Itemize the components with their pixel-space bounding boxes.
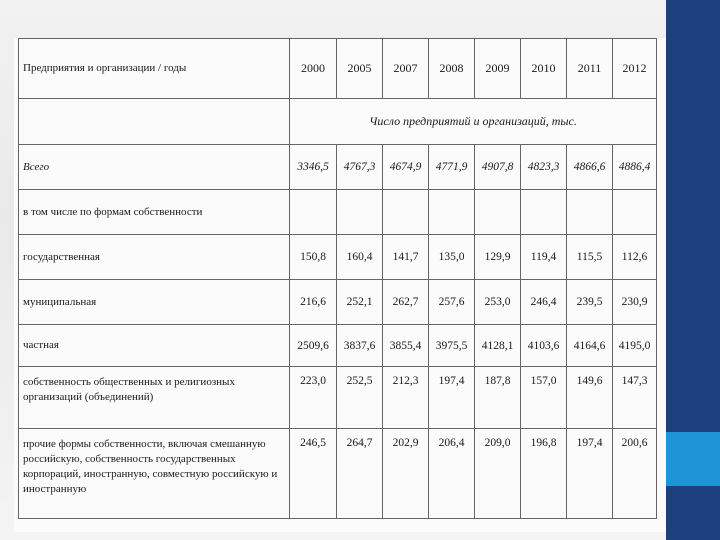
table-row (19, 280, 657, 325)
empty-cell (290, 190, 337, 235)
table-cell: 3346,5 (290, 145, 337, 190)
table-cell: 212,3 (383, 367, 429, 429)
table-cell: 4767,3 (337, 145, 383, 190)
table-cell: 4103,6 (521, 325, 567, 367)
table-cell: 2509,6 (290, 325, 337, 367)
table-cell: 257,6 (429, 280, 475, 325)
table-cell: 187,8 (475, 367, 521, 429)
row-label: частная (19, 325, 290, 367)
table-cell: 4164,6 (567, 325, 613, 367)
table-cell: 147,3 (613, 367, 657, 429)
header-label: Предприятия и организации / годы (19, 39, 290, 99)
empty-cell (337, 190, 383, 235)
table-cell: 4674,9 (383, 145, 429, 190)
table-row-total (19, 145, 657, 190)
row-label: в том числе по формам собственности (19, 190, 290, 235)
table-cell: 200,6 (613, 429, 657, 519)
row-label: государственная (19, 235, 290, 280)
table-cell: 196,8 (521, 429, 567, 519)
scanned-table-image (14, 38, 666, 532)
table-cell: 3975,5 (429, 325, 475, 367)
year-header: 2011 (567, 39, 613, 99)
year-header: 2000 (290, 39, 337, 99)
table-cell: 230,9 (613, 280, 657, 325)
empty-cell (475, 190, 521, 235)
table-cell: 223,0 (290, 367, 337, 429)
empty-cell (383, 190, 429, 235)
empty-cell (429, 190, 475, 235)
enterprises-table (18, 38, 657, 519)
table-cell: 197,4 (429, 367, 475, 429)
row-label: собственность общественных и религиозных организаций (объединений) (19, 367, 290, 429)
table-cell: 216,6 (290, 280, 337, 325)
empty-cell (613, 190, 657, 235)
table-cell: 253,0 (475, 280, 521, 325)
empty-cell (567, 190, 613, 235)
table-cell: 246,5 (290, 429, 337, 519)
table-cell: 209,0 (475, 429, 521, 519)
table-cell: 129,9 (475, 235, 521, 280)
table-row (19, 367, 657, 429)
table-cell: 4866,6 (567, 145, 613, 190)
year-header: 2007 (383, 39, 429, 99)
table-cell: 4195,0 (613, 325, 657, 367)
year-header: 2012 (613, 39, 657, 99)
table-cell: 4886,4 (613, 145, 657, 190)
empty-cell (521, 190, 567, 235)
table-cell: 246,4 (521, 280, 567, 325)
table-cell: 141,7 (383, 235, 429, 280)
table-cell: 197,4 (567, 429, 613, 519)
table-cell: 115,5 (567, 235, 613, 280)
year-header: 2008 (429, 39, 475, 99)
table-row (19, 325, 657, 367)
table-cell: 135,0 (429, 235, 475, 280)
table-cell: 4907,8 (475, 145, 521, 190)
table-cell: 252,1 (337, 280, 383, 325)
table-header-row (19, 39, 657, 99)
table-cell: 149,6 (567, 367, 613, 429)
table-cell: 112,6 (613, 235, 657, 280)
table-row-ownership-heading (19, 190, 657, 235)
year-header: 2005 (337, 39, 383, 99)
table-cell: 4771,9 (429, 145, 475, 190)
table-cell: 4823,3 (521, 145, 567, 190)
row-label: муниципальная (19, 280, 290, 325)
table-cell: 206,4 (429, 429, 475, 519)
table-cell: 4128,1 (475, 325, 521, 367)
table-cell: 252,5 (337, 367, 383, 429)
empty-cell (19, 99, 290, 145)
table-cell: 160,4 (337, 235, 383, 280)
table-cell: 157,0 (521, 367, 567, 429)
accent-square (666, 432, 720, 486)
table-cell: 239,5 (567, 280, 613, 325)
row-label: прочие формы собственности, включая смешанную российскую, собственность государственных корпораций, иностранную, совместную российскую и иностранную (19, 429, 290, 519)
table-row (19, 235, 657, 280)
units-subheader: Число предприятий и организаций, тыс. (290, 99, 657, 145)
subheader-row (19, 99, 657, 145)
year-header: 2010 (521, 39, 567, 99)
row-label: Всего (19, 145, 290, 190)
table-cell: 262,7 (383, 280, 429, 325)
table-cell: 3855,4 (383, 325, 429, 367)
year-header: 2009 (475, 39, 521, 99)
table-row (19, 429, 657, 519)
table-cell: 202,9 (383, 429, 429, 519)
table-cell: 150,8 (290, 235, 337, 280)
table-cell: 119,4 (521, 235, 567, 280)
table-cell: 3837,6 (337, 325, 383, 367)
table-cell: 264,7 (337, 429, 383, 519)
